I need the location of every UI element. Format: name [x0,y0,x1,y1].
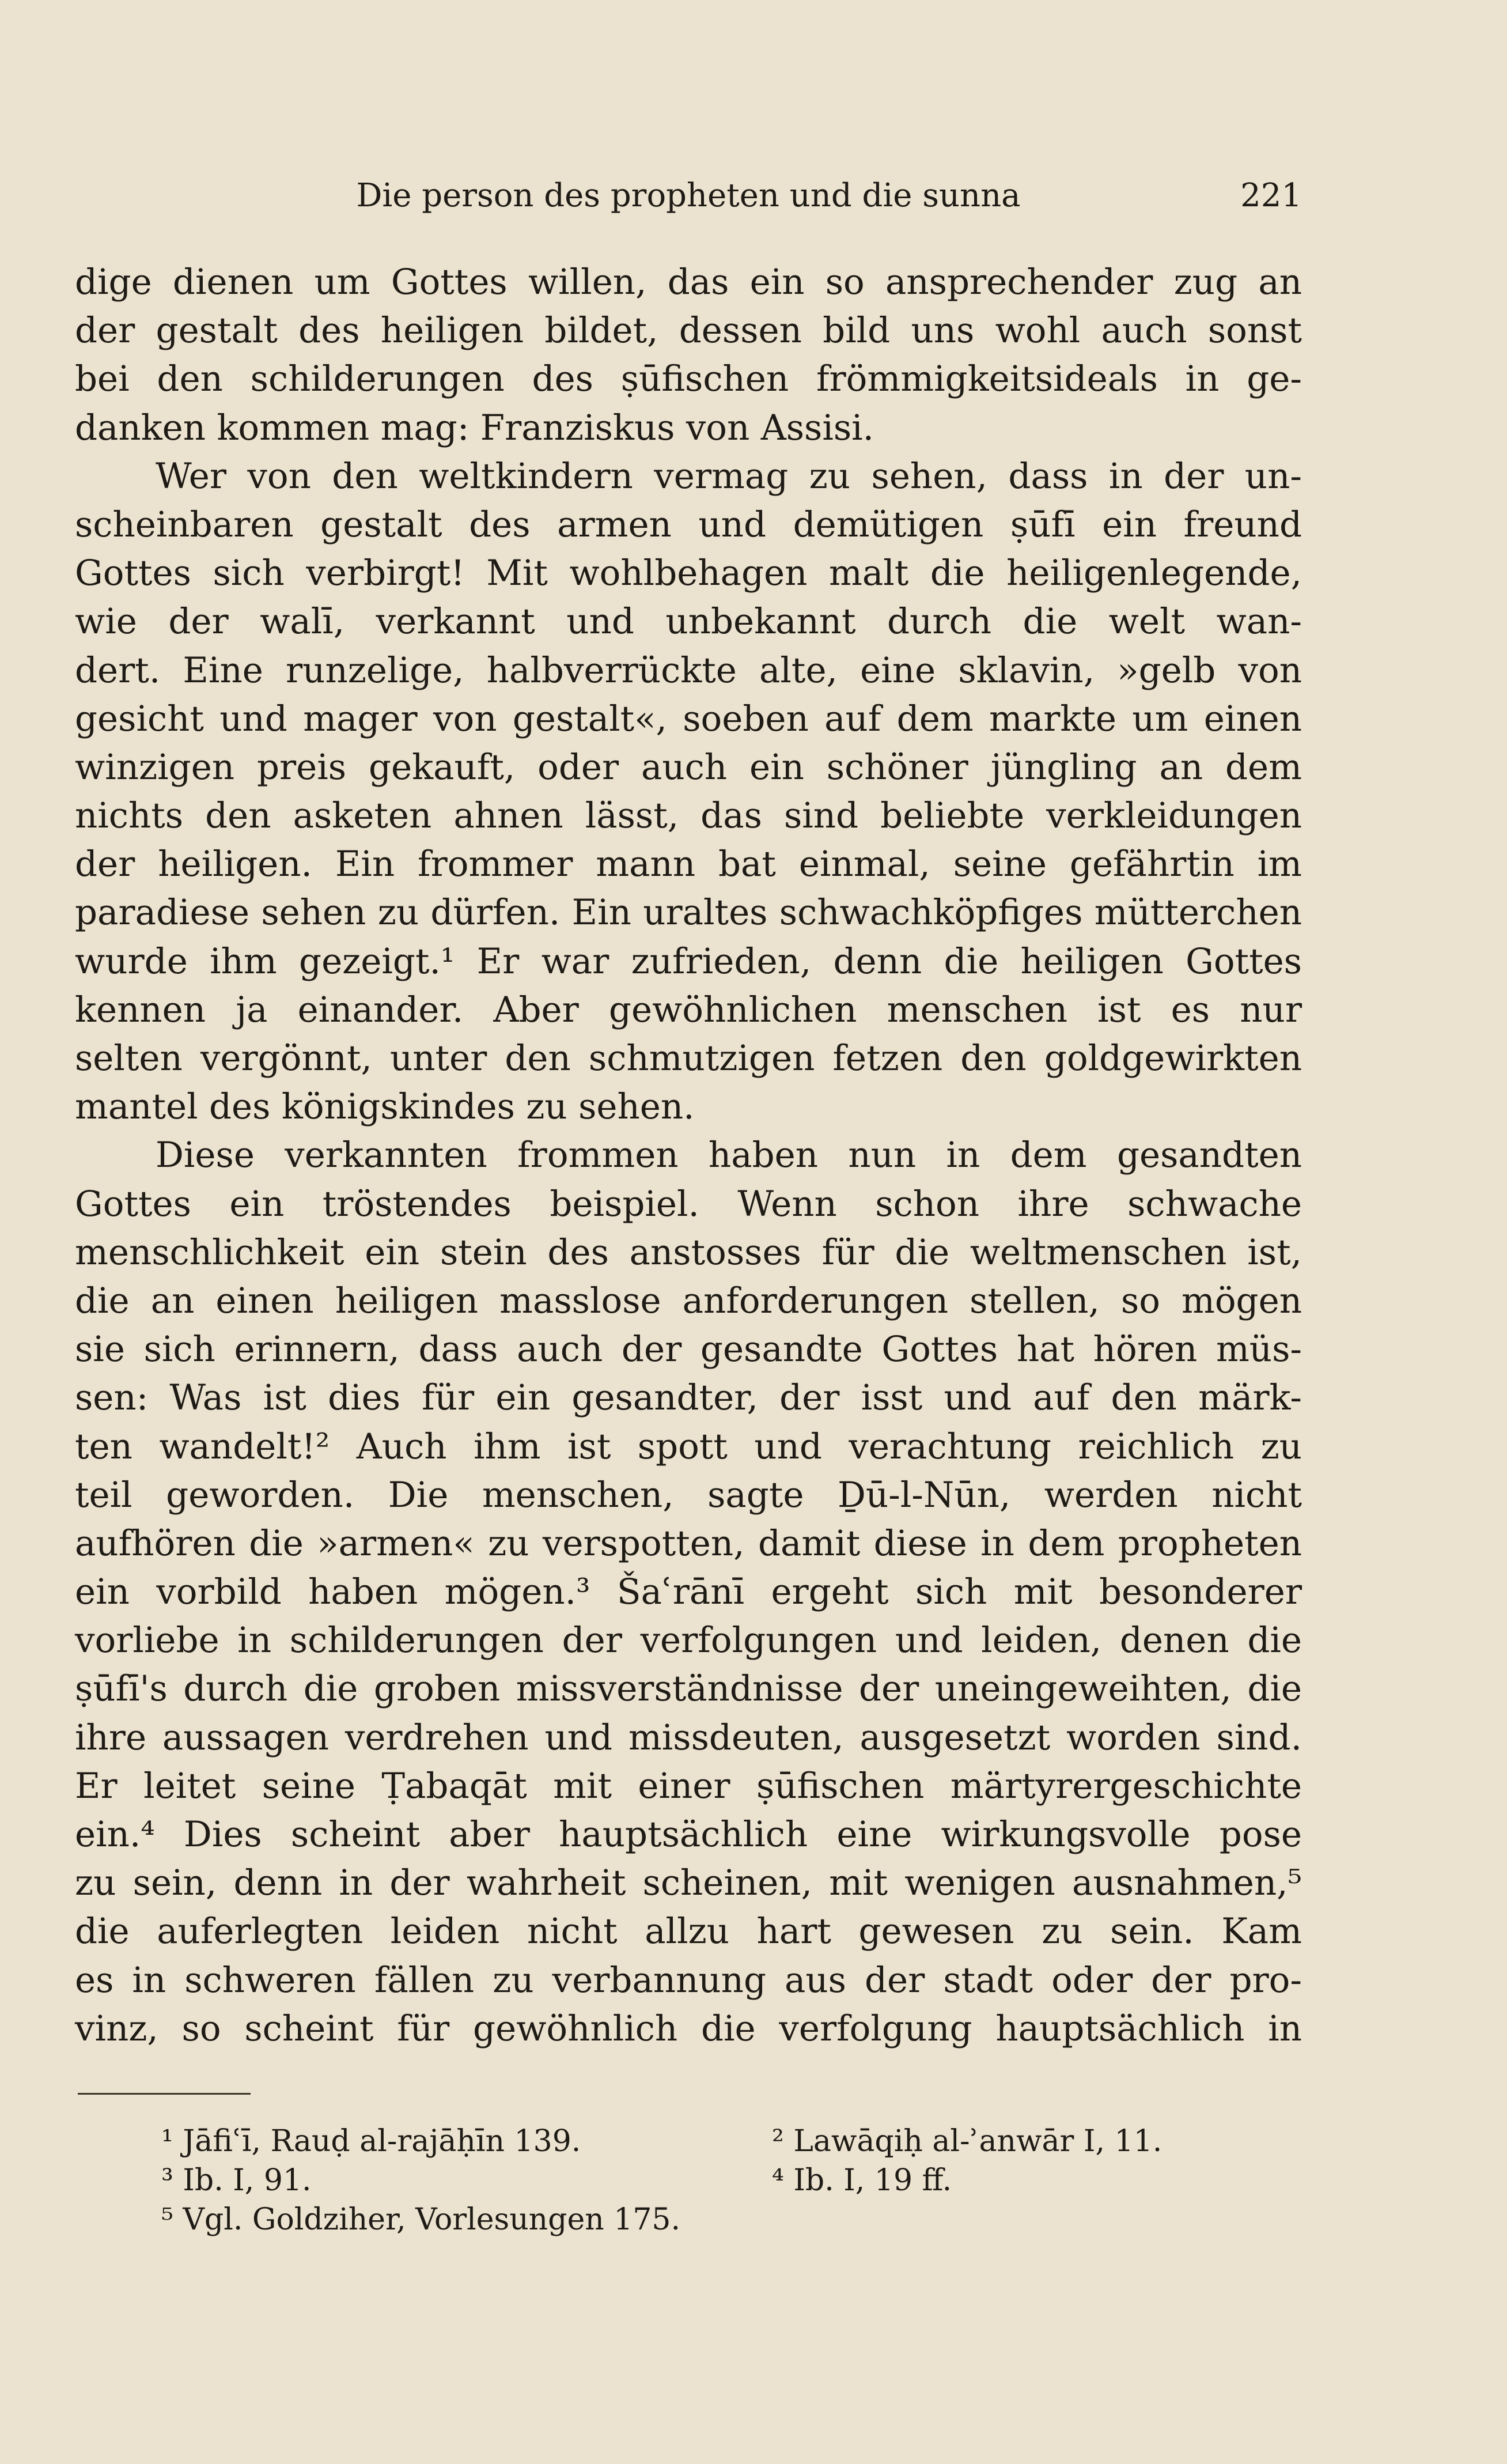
text-line: ihre aussagen verdrehen und missdeuten, ausgesetzt worden sind. [75,1717,1302,1758]
text-line: Er leitet seine Ṭabaqāt mit einer ṣūfischen märtyrergeschichte [75,1765,1302,1807]
footnote-row [161,2122,1302,2161]
text-line: der gestalt des heiligen bildet, dessen bild uns wohl auch sonst [75,310,1302,352]
text-line: Gottes sich verbirgt! Mit wohlbehagen malt die heiligenlegende, [75,553,1302,594]
text-line: teil geworden. Die menschen, sagte Ḏū-l-Nūn, werden nicht [75,1474,1302,1516]
text-line: ein.⁴ Dies scheint aber hauptsächlich eine wirkungsvolle pose [75,1814,1302,1855]
text-line: ten wandelt!² Auch ihm ist spott und verachtung reichlich zu [75,1426,1302,1467]
text-line: ein vorbild haben mögen.³ Šaʿrānī ergeht sich mit besonderer [75,1571,1302,1613]
text-line: danken kommen mag: Franziskus von Assisi. [75,407,874,448]
text-line: der heiligen. Ein frommer mann bat einmal, seine gefährtin im [75,844,1302,885]
text-line: aufhören die »armen« zu verspotten, damit diese in dem propheten [75,1522,1302,1564]
body-text [75,258,1302,2053]
text-line: die auferlegten leiden nicht allzu hart gewesen zu sein. Kam [75,1911,1302,1952]
footnotes [161,2122,1302,2239]
text-line: Wer von den weltkindern vermag zu sehen, dass in der un- [156,455,1302,497]
text-line: menschlichkeit ein stein des anstosses für die weltmenschen ist, [75,1231,1302,1273]
text-line: sen: Was ist dies für ein gesandter, der isst und auf den märk- [75,1377,1302,1419]
text-line: nichts den asketen ahnen lässt, das sind beliebte verkleidungen [75,795,1302,837]
page-header [75,173,1302,219]
text-line: wurde ihm gezeigt.¹ Er war zufrieden, denn die heiligen Gottes [75,940,1302,982]
text-line: vinz, so scheint für gewöhnlich die verfolgung hauptsächlich in [75,2008,1302,2049]
text-line: dige dienen um Gottes willen, das ein so ansprechender zug an [75,262,1302,303]
text-line: vorliebe in schilderungen der verfolgungen und leiden, denen die [75,1620,1302,1661]
text-line: die an einen heiligen masslose anforderungen stellen, so mögen [75,1280,1302,1321]
text-line: es in schweren fällen zu verbannung aus der stadt oder der pro- [75,1959,1302,2001]
text-line: paradiese sehen zu dürfen. Ein uraltes schwachköpfiges mütterchen [75,892,1302,934]
footnote-row [161,2200,1302,2239]
footnote-4: ⁴ Ib. I, 19 ff. [772,2163,952,2198]
text-line: scheinbaren gestalt des armen und demütigen ṣūfī ein freund [75,504,1302,545]
footnote-1: ¹ Jāfiʿī, Rauḍ al-rajāḥīn 139. [161,2124,581,2159]
text-line: kennen ja einander. Aber gewöhnlichen menschen ist es nur [75,989,1302,1030]
running-title: Die person des propheten und die sunna [356,177,1021,214]
text-line: wie der walī, verkannt und unbekannt durch die welt wan- [75,601,1302,643]
text-line: Diese verkannten frommen haben nun in dem gesandten [156,1135,1302,1176]
text-line: mantel des königskindes zu sehen. [75,1086,695,1128]
text-line: Gottes ein tröstendes beispiel. Wenn schon ihre schwache [75,1183,1302,1225]
text-line: sie sich erinnern, dass auch der gesandte Gottes hat hören müs- [75,1329,1302,1370]
text-line: zu sein, denn in der wahrheit scheinen, mit wenigen ausnahmen,⁵ [75,1862,1302,1904]
text-line: gesicht und mager von gestalt«, soeben auf dem markte um einen [75,698,1302,739]
page-number: 221 [1240,177,1302,214]
text-line: dert. Eine runzelige, halbverrückte alte, eine sklavin, »gelb von [75,649,1302,691]
text-line: selten vergönnt, unter den schmutzigen fetzen den goldgewirkten [75,1038,1302,1079]
text-line: ṣūfī's durch die groben missverständnisse der uneingeweihten, die [75,1668,1302,1710]
footnote-3: ³ Ib. I, 91. [161,2163,312,2198]
footnote-2: ² Lawāqiḥ al-ʾanwār I, 11. [772,2124,1163,2159]
text-line: winzigen preis gekauft, oder auch ein schöner jüngling an dem [75,746,1302,788]
footnote-row [161,2161,1302,2200]
footnote-rule [78,2093,251,2095]
footnote-5: ⁵ Vgl. Goldziher, Vorlesungen 175. [161,2202,681,2237]
text-line: bei den schilderungen des ṣūfischen frömmigkeitsideals in ge- [75,358,1302,400]
